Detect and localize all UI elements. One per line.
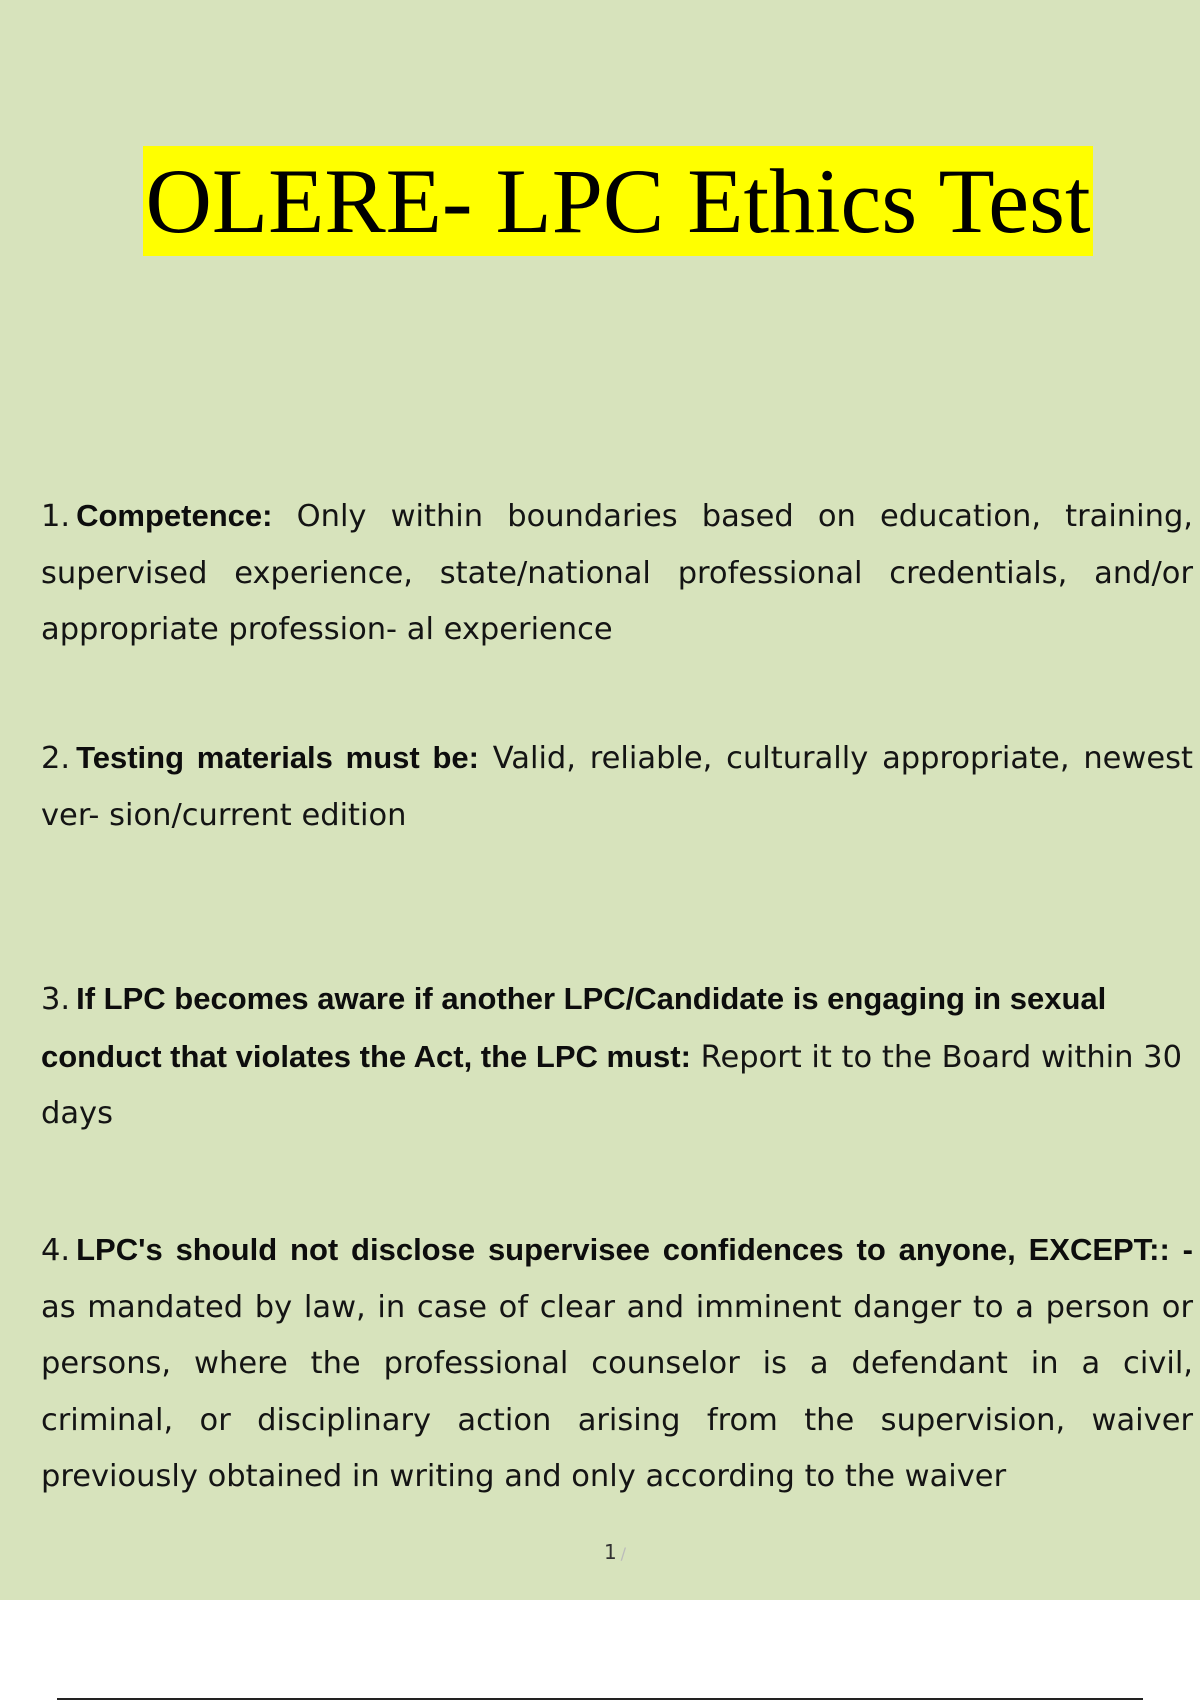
answer-text: Valid, reliable, culturally appropriate, newest ver- sion/current edition <box>41 741 1193 833</box>
question-item <box>41 971 1193 1143</box>
question-text: If LPC becomes aware if another LPC/Candidate is engaging in sexual conduct that violates the Act, the LPC must: <box>41 981 1107 1074</box>
answer-text: Only within boundaries based on education, training, supervised experience, state/national professional credentials, and/or appropriate profession- al experience <box>41 499 1194 647</box>
answer-text: as mandated by law, in case of clear and imminent danger to a person or persons, where the professional counselor is a defendant in a civil, criminal, or disciplinary action arising from the supervision, waiver previously obtained in writing and only according to the waiver <box>41 1289 1193 1494</box>
page-number-value: 1 <box>603 1540 617 1564</box>
question-item <box>41 488 1193 659</box>
question-text: Competence: <box>76 498 273 533</box>
item-number: 2. <box>41 741 71 776</box>
item-number: 3. <box>41 982 71 1017</box>
item-number: 1. <box>41 499 71 534</box>
document-title: OLERE- LPC Ethics Test <box>143 146 1092 256</box>
question-text: LPC's should not disclose supervisee confidences to anyone, EXCEPT:: - <box>76 1232 1193 1267</box>
answer-text: Report it to the Board within 30 days <box>41 1039 1182 1131</box>
question-item <box>41 730 1193 844</box>
item-number: 4. <box>41 1233 71 1268</box>
question-text: Testing materials must be: <box>76 740 479 775</box>
title-container <box>0 146 1200 256</box>
page-number <box>0 1540 1200 1564</box>
question-item <box>41 1222 1193 1506</box>
page-number-separator: / <box>620 1544 627 1563</box>
